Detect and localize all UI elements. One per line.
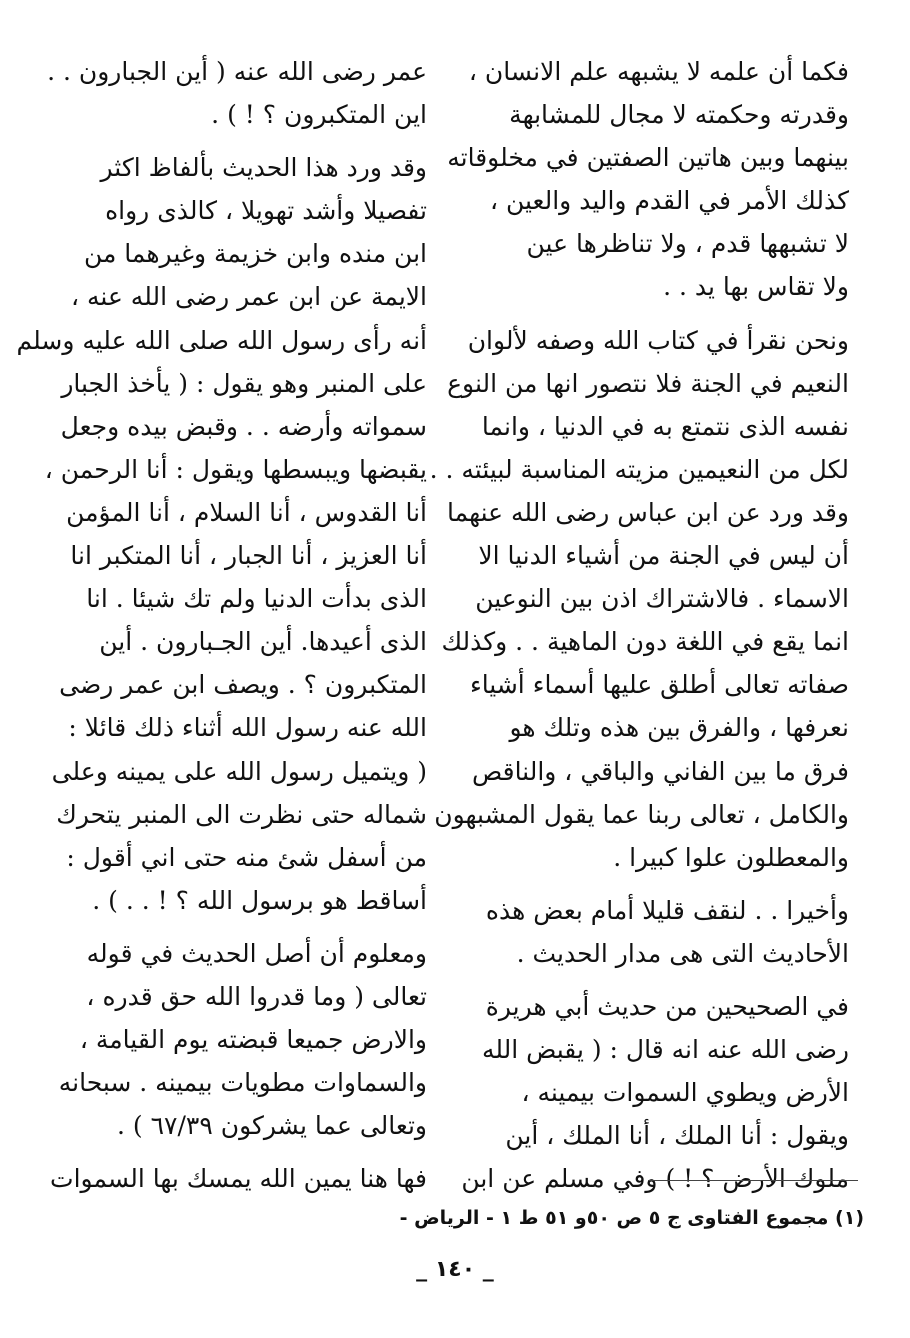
paragraph [484,889,849,975]
paragraph [47,50,427,136]
text-line: عمر رضى الله عنه ( أين الجبارون . . [47,57,427,86]
text-line: وقدرته وحكمته لا مجال للمشابهة [509,100,849,130]
paragraph [58,932,427,1147]
text-line: ملوك الأرض ؟ ! ) وفي مسلم عن ابن [461,1164,849,1194]
text-line: لا تشبهها قدم ، ولا تناظرها عين [526,229,849,259]
right-column [429,50,849,1200]
text-line: على المنبر وهو يقول : ( يأخذ الجبار [61,368,427,398]
footnote: (١) مجموع الفتاوى ج ٥ ص ٥٠و ٥١ ط ١ - الرياض - [399,1207,864,1229]
text-line: ويقول : أنا الملك ، أنا الملك ، أين [505,1121,849,1151]
text-line: أنه رأى رسول الله صلى الله عليه وسلم [16,325,427,355]
paragraph [429,319,849,879]
left-column [16,50,427,1200]
text-line: نعرفها ، والفرق بين هذه وتلك هو [509,713,849,743]
text-line: الله عنه رسول الله أثناء ذلك قائلا : [68,713,427,743]
text-line: وقد ورد عن ابن عباس رضى الله عنهما [447,497,849,527]
text-line: ( ويتميل رسول الله على يمينه وعلى [51,756,427,786]
text-line: فها هنا يمين الله يمسك بها السموات [50,1164,427,1194]
text-line: والارض جميعا قبضته يوم القيامة ، [79,1025,427,1055]
text-line: وتعالى عما يشركون ٦٧/٣٩ ) . [117,1111,427,1141]
text-line: الايمة عن ابن عمر رضى الله عنه ، [70,282,427,312]
text-line: في الصحيحين من حديث أبي هريرة [485,991,849,1021]
text-line: أنا العزيز ، أنا الجبار ، أنا المتكبر انا [70,541,427,571]
text-line: رضى الله عنه انه قال : ( يقبض الله [481,1035,849,1065]
text-line: ونحن نقرأ في كتاب الله وصفه لألوان [467,325,849,355]
text-line: المتكبرون ؟ . ويصف ابن عمر رضى [59,670,427,700]
text-line: فرق ما بين الفاني والباقي ، والناقص [471,756,849,786]
text-line: أن ليس في الجنة من أشياء الدنيا الا [478,541,849,571]
text-line: اين المتكبرون ؟ ! ) . [211,100,427,130]
text-line: والسماوات مطويات بيمينه . سبحانه [58,1068,427,1098]
text-line: ومعلوم أن أصل الحديث في قوله [86,938,427,968]
text-line: نفسه الذى نتمتع به في الدنيا ، وانما [481,411,849,441]
text-line: يقبضها ويبسطها ويقول : أنا الرحمن ، [44,454,427,484]
text-line: ولا تقاس بها يد . . [663,272,849,302]
text-line: أساقط هو برسول الله ؟ ! . . ) . [92,885,427,915]
text-line: النعيم في الجنة فلا نتصور انها من النوع [447,368,849,398]
text-line: شماله حتى نظرت الى المنبر يتحرك [56,799,427,829]
text-line: الذى بدأت الدنيا ولم تك شيئا . انا [86,584,427,614]
paragraph [447,50,849,309]
text-line: من أسفل شئ منه حتى اني أقول : [66,842,427,872]
text-line: كذلك الأمر في القدم واليد والعين ، [489,186,849,216]
text-line: والمعطلون علوا كبيرا . [613,842,849,872]
text-line: لكل من النعيمين مزيته المناسبة لبيئته . . [429,454,849,484]
text-line: الاسماء . فالاشتراك اذن بين النوعين [475,584,849,614]
paragraph [50,1157,427,1200]
text-line: أنا القدوس ، أنا السلام ، أنا المؤمن [66,497,427,527]
text-line: صفاته تعالى أطلق عليها أسماء أشياء [469,670,849,700]
paragraph [16,146,427,922]
text-line: الذى أعيدها. أين الجـبارون . أين [99,627,427,657]
text-line: وقد ورد هذا الحديث بألفاظ اكثر [100,153,427,183]
text-line: بينهما وبين هاتين الصفتين في مخلوقاته [447,143,849,173]
text-line: تفصيلا وأشد تهويلا ، كالذى رواه [105,196,427,226]
text-line: الأحاديث التى هى مدار الحديث . [516,938,849,968]
text-line: وأخيرا . . لنقف قليلا أمام بعض هذه [485,895,849,925]
footnote-divider [648,1180,858,1181]
text-line: فكما أن علمه لا يشبهه علم الانسان ، [468,57,849,86]
page-number: _ ١٤٠ _ [416,1257,494,1282]
text-line: تعالى ( وما قدروا الله حق قدره ، [86,981,427,1011]
text-line: الأرض ويطوي السموات بيمينه ، [521,1078,849,1108]
text-line: انما يقع في اللغة دون الماهية . . وكذلك [441,627,849,657]
text-line: سمواته وأرضه . . وقبض بيده وجعل [60,411,427,441]
text-line: والكامل ، تعالى ربنا عما يقول المشبهون [434,799,849,829]
paragraph [461,985,849,1200]
text-line: ابن منده وابن خزيمة وغيرهما من [83,239,427,269]
